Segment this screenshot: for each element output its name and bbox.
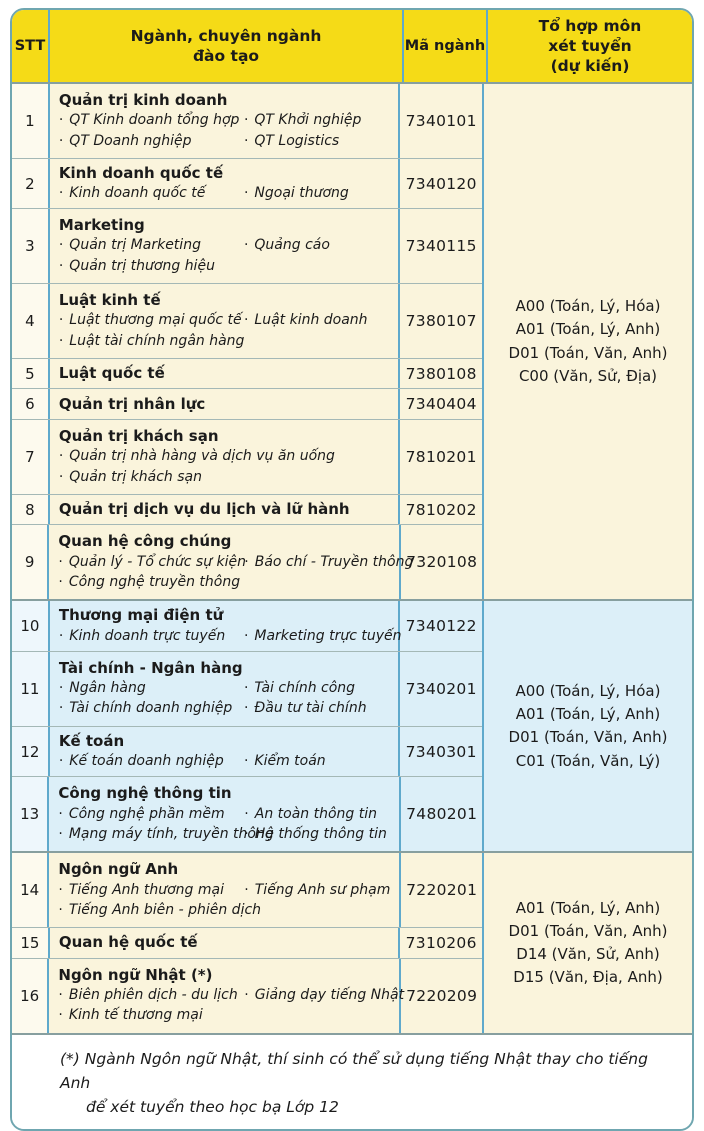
specialization: · QT Doanh nghiệp <box>59 131 244 151</box>
specializations <box>58 985 405 1026</box>
row-number: 16 <box>12 959 49 1033</box>
specializations <box>59 110 390 151</box>
major-code: 7310206 <box>405 934 477 953</box>
major-name: Quản trị dịch vụ du lịch và lữ hành <box>58 499 350 518</box>
major-cell <box>50 652 401 726</box>
specialization: · Quản trị khách sạn <box>59 467 390 487</box>
major-cell <box>50 727 401 777</box>
row-number: 9 <box>12 525 49 599</box>
table-row <box>12 419 482 494</box>
header-cell-code: Mã ngành <box>404 37 486 54</box>
major-cell <box>50 928 401 957</box>
major-name: Luật kinh tế <box>58 291 161 310</box>
specialization: · Quản trị Marketing <box>59 235 244 255</box>
table-row <box>12 958 482 1033</box>
specialization: · Luật tài chính ngân hàng <box>59 331 244 351</box>
table-row <box>12 853 482 927</box>
table-row <box>12 388 482 418</box>
footnote <box>12 1033 692 1129</box>
footnote-line2: để xét tuyển theo học bạ Lớp 12 <box>86 1097 339 1116</box>
footnote-line1: (*) Ngành Ngôn ngữ Nhật, thí sinh có thể sử dụng tiếng Nhật thay cho tiếng Anh <box>60 1049 648 1092</box>
row-number: 6 <box>12 389 50 418</box>
specialization: · Tiếng Anh sư phạm <box>244 880 390 900</box>
specialization: · Mạng máy tính, truyền thông <box>58 824 244 844</box>
row-number: 14 <box>12 853 49 927</box>
specialization: · Luật thương mại quốc tế <box>59 310 244 330</box>
specialization: · Tài chính doanh nghiệp <box>59 698 244 718</box>
major-code: 7380108 <box>405 364 477 383</box>
subject-combination-line: D15 (Văn, Địa, Anh) <box>513 968 663 987</box>
admissions-table <box>10 8 694 1131</box>
row-number: 7 <box>12 420 50 494</box>
specialization: · Báo chí - Truyền thông <box>244 552 390 572</box>
major-code: 7340301 <box>405 742 477 761</box>
table-row <box>12 601 482 651</box>
specialization: · Biên phiên dịch - du lịch <box>58 985 244 1005</box>
subject-combination-line: A00 (Toán, Lý, Hóa) <box>515 297 661 316</box>
major-code: 7340101 <box>405 112 477 130</box>
row-number: 2 <box>12 159 50 208</box>
specialization: · QT Logistics <box>244 131 389 151</box>
table-row <box>12 84 482 158</box>
specialization: · QT Kinh doanh tổng hợp <box>59 110 244 130</box>
specializations <box>58 804 390 845</box>
specializations <box>59 446 390 487</box>
specialization: · Công nghệ truyền thông <box>58 572 244 592</box>
major-code: 7480201 <box>406 805 478 824</box>
subject-combination-line: A01 (Toán, Lý, Anh) <box>515 320 661 339</box>
row-number: 1 <box>12 84 50 158</box>
table-row <box>12 776 482 851</box>
major-cell <box>50 389 401 418</box>
major-cell <box>50 84 401 158</box>
specialization: · Đầu tư tài chính <box>244 698 389 718</box>
major-code: 7340120 <box>405 174 477 193</box>
major-code: 7220209 <box>406 986 478 1005</box>
specialization: · Marketing trực tuyến <box>244 626 389 646</box>
specializations <box>59 183 390 203</box>
row-number: 3 <box>12 209 50 283</box>
specialization: · Kiểm toán <box>244 751 389 771</box>
specializations <box>58 552 414 593</box>
header-major-line2: đào tạo <box>192 47 260 65</box>
specialization: · An toàn thông tin <box>244 804 390 824</box>
major-code: 7810202 <box>405 500 477 519</box>
header-cell-subject-combination <box>486 10 692 82</box>
subject-combination-line: D01 (Toán, Văn, Anh) <box>508 921 668 940</box>
table-row <box>12 208 482 283</box>
major-cell <box>49 959 405 1033</box>
table-row <box>12 158 482 208</box>
table-group-2 <box>12 599 692 851</box>
major-name: Công nghệ thông tin <box>58 784 232 803</box>
major-code: 7810201 <box>405 447 477 466</box>
subject-combination-line: C00 (Văn, Sử, Địa) <box>518 366 658 385</box>
major-name: Quản trị khách sạn <box>58 426 219 445</box>
major-cell <box>50 209 401 283</box>
subject-combination-line: D01 (Toán, Văn, Anh) <box>508 343 668 362</box>
specialization: · Ngân hàng <box>59 678 244 698</box>
specialization: · Kinh doanh trực tuyến <box>59 626 244 646</box>
specialization: · Giảng dạy tiếng Nhật <box>244 985 390 1005</box>
major-code: 7340122 <box>405 617 477 636</box>
major-code: 7340404 <box>405 395 477 414</box>
table-group-3 <box>12 851 692 1032</box>
major-cell <box>50 284 401 358</box>
subject-combination-line: D01 (Toán, Văn, Anh) <box>508 728 668 747</box>
subject-combination-cell <box>482 84 692 599</box>
major-name: Tài chính - Ngân hàng <box>58 658 243 677</box>
major-cell <box>50 601 401 651</box>
major-cell <box>50 420 401 494</box>
table-row <box>12 494 482 524</box>
table-row <box>12 726 482 777</box>
specialization: · Quản trị nhà hàng và dịch vụ ăn uống <box>59 446 390 466</box>
subject-combination-line: A00 (Toán, Lý, Hóa) <box>515 681 661 700</box>
specialization: · Hệ thống thông tin <box>244 824 390 844</box>
table-row <box>12 524 482 599</box>
row-number: 13 <box>12 777 49 851</box>
subject-combination-cell <box>482 601 692 851</box>
major-code: 7220201 <box>406 881 478 900</box>
major-name: Marketing <box>58 216 145 235</box>
row-number: 10 <box>12 601 50 651</box>
table-row <box>12 283 482 358</box>
specializations <box>59 310 390 351</box>
row-number: 8 <box>12 495 50 524</box>
header-cell-major <box>50 10 404 82</box>
subject-combination-line: A01 (Toán, Lý, Anh) <box>515 705 661 724</box>
major-name: Kế toán <box>58 731 125 750</box>
row-number: 5 <box>12 359 50 388</box>
major-cell <box>49 853 401 927</box>
specializations <box>59 678 390 719</box>
major-name: Thương mại điện tử <box>58 606 224 625</box>
major-code: 7320108 <box>406 553 478 572</box>
major-code: 7380107 <box>405 312 477 330</box>
major-cell <box>49 525 414 599</box>
major-code: 7340115 <box>405 237 477 255</box>
major-cell <box>49 777 401 851</box>
subject-combination-cell <box>482 853 692 1032</box>
specializations <box>59 235 390 276</box>
header-cell-stt: STT <box>12 10 50 82</box>
table-header <box>12 10 692 82</box>
header-major-line1: Ngành, chuyên ngành <box>130 26 322 45</box>
major-cell <box>50 159 401 208</box>
specialization: · Công nghệ phần mềm <box>58 804 244 824</box>
major-name: Luật quốc tế <box>58 364 165 383</box>
specialization: · Kinh tế thương mại <box>58 1005 244 1025</box>
table-row <box>12 651 482 726</box>
major-name: Quản trị kinh doanh <box>58 91 228 110</box>
major-name: Quan hệ công chúng <box>58 532 232 551</box>
specialization: · Kinh doanh quốc tế <box>59 183 244 203</box>
table-row <box>12 927 482 957</box>
specialization: · Luật kinh doanh <box>244 310 389 330</box>
major-name: Ngôn ngữ Anh <box>58 860 179 879</box>
subject-combination-line: C01 (Toán, Văn, Lý) <box>515 751 661 770</box>
header-tohop-line3: (dự kiến) <box>550 57 630 76</box>
major-name: Ngôn ngữ Nhật (*) <box>58 965 213 984</box>
specialization: · Quản lý - Tổ chức sự kiện <box>58 552 244 572</box>
table-group-1 <box>12 82 692 599</box>
row-number: 12 <box>12 727 50 777</box>
specializations <box>59 751 390 771</box>
specialization: · Tiếng Anh thương mại <box>58 880 244 900</box>
table-row <box>12 358 482 388</box>
major-name: Kinh doanh quốc tế <box>58 163 224 182</box>
specialization: · QT Khởi nghiệp <box>244 110 389 130</box>
major-name: Quan hệ quốc tế <box>58 933 198 952</box>
specialization: · Kế toán doanh nghiệp <box>59 751 244 771</box>
subject-combination-line: D14 (Văn, Sử, Anh) <box>516 945 660 964</box>
major-code: 7340201 <box>405 679 477 698</box>
row-number: 4 <box>12 284 50 358</box>
specialization: · Ngoại thương <box>244 183 389 203</box>
header-tohop-line1: Tổ hợp môn <box>538 16 642 35</box>
specialization: · Quảng cáo <box>244 235 389 255</box>
specialization: · Tiếng Anh biên - phiên dịch <box>58 900 244 920</box>
major-cell <box>50 495 401 524</box>
specialization: · Tài chính công <box>244 678 389 698</box>
major-cell <box>50 359 401 388</box>
header-tohop-line2: xét tuyển <box>548 36 632 55</box>
specializations <box>59 626 402 646</box>
subject-combination-line: A01 (Toán, Lý, Anh) <box>515 898 661 917</box>
specialization: · Quản trị thương hiệu <box>59 256 244 276</box>
row-number: 11 <box>12 652 50 726</box>
row-number: 15 <box>12 928 50 957</box>
major-name: Quản trị nhân lực <box>58 394 206 413</box>
specializations <box>58 880 390 921</box>
